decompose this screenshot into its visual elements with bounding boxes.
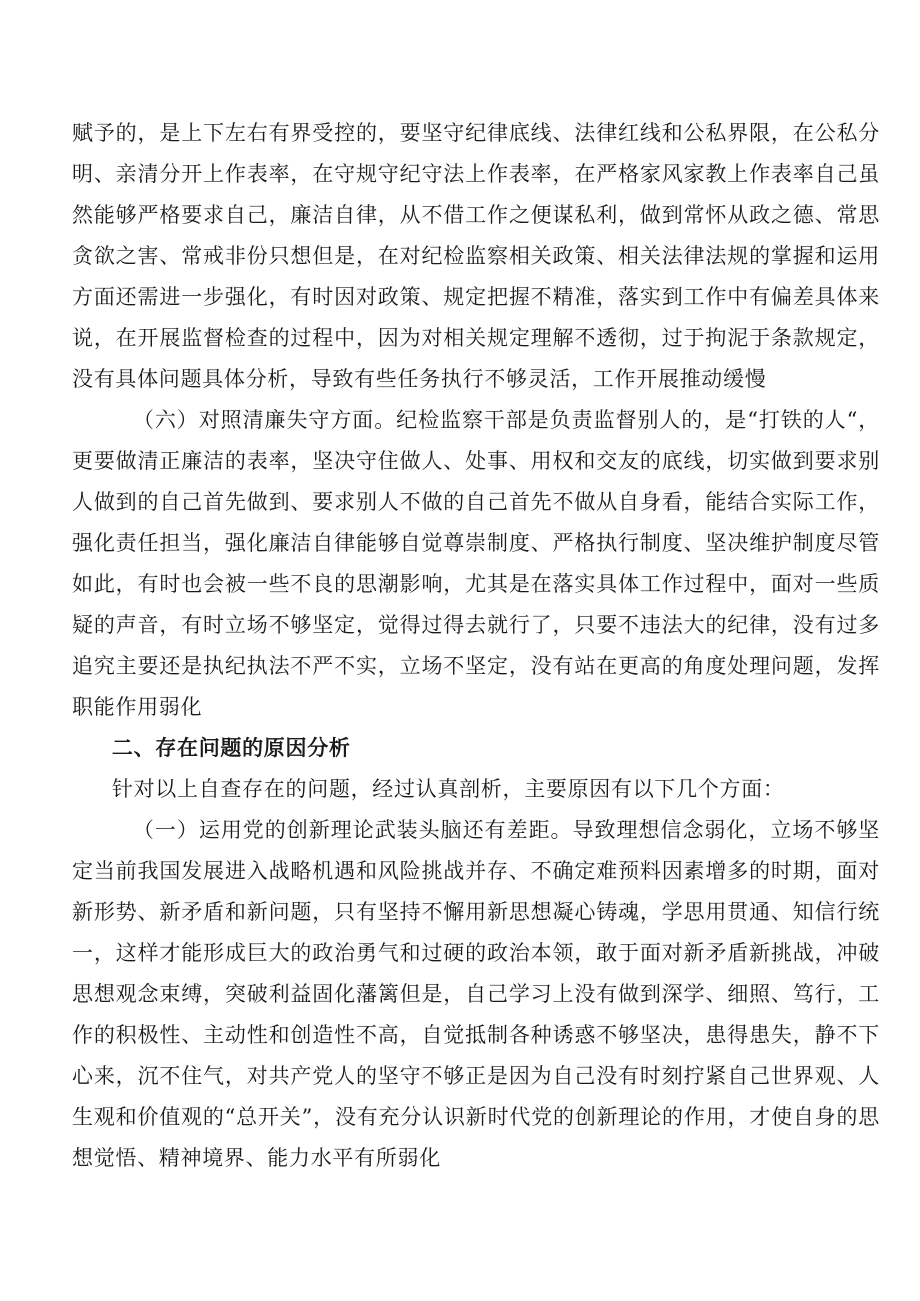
paragraph-continuation: 赋予的，是上下左右有界受控的，要坚守纪律底线、法律红线和公私界限，在公私分明、亲清分开上作表率，在守规守纪守法上作表率，在严格家风家教上作表率自己虽然能够严格要求自己，廉洁自律，从不借工作之便谋私利，做到常怀从政之德、常思贪欲之害、常戒非份只想但是，在对纪检监察相关政策、相关法律法规的掌握和运用方面还需进一步强化，有时因对政策、规定把握不精准，落实到工作中有偏差具体来说，在开展监督检查的过程中，因为对相关规定理解不透彻，过于拘泥于条款规定，没有具体问题具体分析，导致有些任务执行不够灵活，工作开展推动缓慢 xyxy=(72,121,880,391)
section-heading: 二、存在问题的原因分析 xyxy=(111,736,351,760)
paragraph-item-six: （六）对照清廉失守方面。纪检监察干部是负责监督别人的，是“打铁的人“，更要做清正廉洁的表率，坚决守住做人、处事、用权和交友的底线，切实做到要求别人做到的自己首先做到、要求别人不做的自己首先不做从自身看，能结合实际工作，强化责任担当，强化廉洁自律能够自觉尊崇制度、严格执行制度、坚决维护制度尽管如此，有时也会被一些不良的思潮影响，尤其是在落实具体工作过程中，面对一些质疑的声音，有时立场不够坚定，觉得过得去就行了，只要不违法大的纪律，没有过多追究主要还是执纪执法不严不实，立场不坚定，没有站在更高的角度处理问题，发挥职能作用弱化 xyxy=(72,408,880,719)
paragraph-item-one: （一）运用党的创新理论武装头脑还有差距。导致理想信念弱化，立场不够坚定当前我国发展进入战略机遇和风险挑战并存、不确定难预料因素增多的时期，面对新形势、新矛盾和新问题，只有坚持不懈用新思想凝心铸魂，学思用贯通、知信行统一，这样才能形成巨大的政治勇气和过硬的政治本领，敢于面对新矛盾新挑战，冲破思想观念束缚，突破利益固化藩篱但是，自己学习上没有做到深学、细照、笃行，工作的积极性、主动性和创造性不高，自觉抵制各种诱惑不够坚决，患得患失，静不下心来，沉不住气，对共产党人的坚守不够正是因为自己没有时刻拧紧自己世界观、人生观和价值观的“总开关”，没有充分认识新时代党的创新理论的作用，才使自身的思想觉悟、精神境界、能力水平有所弱化 xyxy=(72,818,880,1170)
paragraph-intro: 针对以上自查存在的问题，经过认真剖析，主要原因有以下几个方面： xyxy=(111,777,785,801)
document-body xyxy=(72,113,880,1179)
